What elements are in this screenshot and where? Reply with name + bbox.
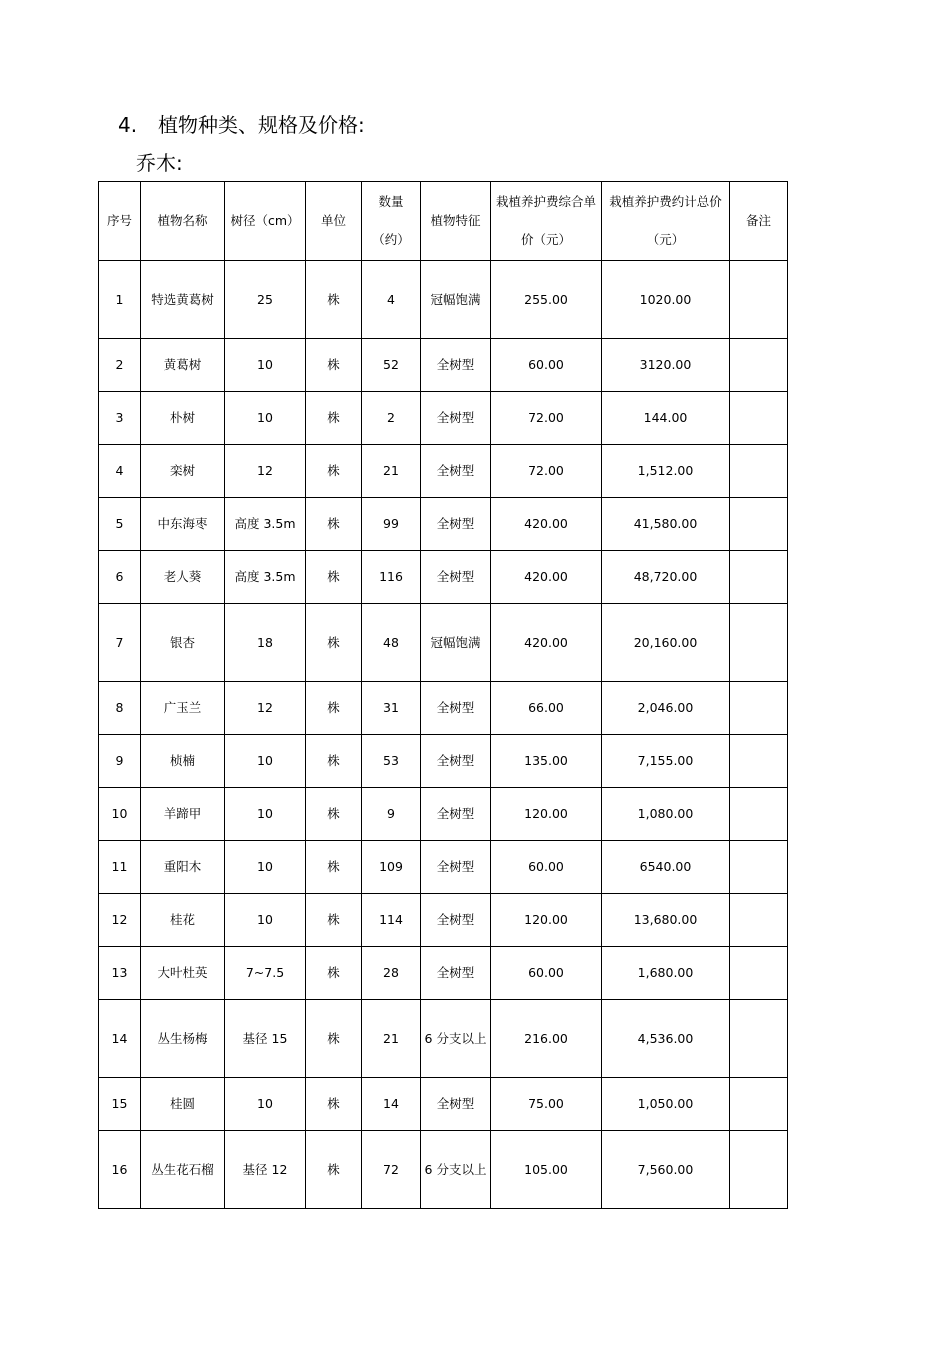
header-diameter: 树径（cm） — [225, 182, 306, 261]
section-heading — [118, 112, 365, 138]
cell-quantity: 99 — [362, 498, 421, 551]
table-row — [99, 947, 788, 1000]
cell-unit: 株 — [306, 1131, 362, 1209]
cell-remark — [730, 947, 788, 1000]
cell-total-price: 1,050.00 — [602, 1078, 730, 1131]
cell-unit-price: 60.00 — [491, 841, 602, 894]
cell-unit-price: 120.00 — [491, 894, 602, 947]
cell-unit: 株 — [306, 788, 362, 841]
cell-name: 重阳木 — [141, 841, 225, 894]
header-name: 植物名称 — [141, 182, 225, 261]
cell-name: 广玉兰 — [141, 682, 225, 735]
cell-diameter: 10 — [225, 735, 306, 788]
cell-total-price: 1020.00 — [602, 261, 730, 339]
cell-feature: 冠幅饱满 — [421, 261, 491, 339]
cell-diameter: 高度 3.5m — [225, 498, 306, 551]
cell-name: 特选黄葛树 — [141, 261, 225, 339]
cell-diameter: 10 — [225, 392, 306, 445]
cell-unit: 株 — [306, 1000, 362, 1078]
cell-name: 桂花 — [141, 894, 225, 947]
cell-feature: 全树型 — [421, 551, 491, 604]
cell-seq: 11 — [99, 841, 141, 894]
cell-unit-price: 66.00 — [491, 682, 602, 735]
cell-quantity: 114 — [362, 894, 421, 947]
plant-price-table — [98, 181, 788, 1209]
cell-diameter: 基径 15 — [225, 1000, 306, 1078]
cell-remark — [730, 788, 788, 841]
cell-name: 朴树 — [141, 392, 225, 445]
cell-quantity: 116 — [362, 551, 421, 604]
cell-unit: 株 — [306, 261, 362, 339]
header-feature: 植物特征 — [421, 182, 491, 261]
cell-seq: 1 — [99, 261, 141, 339]
header-quantity: 数量（约） — [362, 182, 421, 261]
cell-feature: 6 分支以上 — [421, 1131, 491, 1209]
cell-quantity: 21 — [362, 1000, 421, 1078]
cell-total-price: 1,080.00 — [602, 788, 730, 841]
cell-unit-price: 135.00 — [491, 735, 602, 788]
table-row — [99, 788, 788, 841]
cell-remark — [730, 1000, 788, 1078]
cell-remark — [730, 682, 788, 735]
cell-quantity: 31 — [362, 682, 421, 735]
table-body — [99, 261, 788, 1209]
cell-unit-price: 120.00 — [491, 788, 602, 841]
cell-remark — [730, 604, 788, 682]
cell-feature: 全树型 — [421, 339, 491, 392]
cell-feature: 全树型 — [421, 392, 491, 445]
cell-remark — [730, 735, 788, 788]
header-unit: 单位 — [306, 182, 362, 261]
table-row — [99, 261, 788, 339]
cell-quantity: 14 — [362, 1078, 421, 1131]
cell-name: 丛生花石榴 — [141, 1131, 225, 1209]
cell-quantity: 9 — [362, 788, 421, 841]
cell-diameter: 12 — [225, 682, 306, 735]
table-row — [99, 551, 788, 604]
cell-quantity: 52 — [362, 339, 421, 392]
cell-total-price: 6540.00 — [602, 841, 730, 894]
cell-total-price: 20,160.00 — [602, 604, 730, 682]
header-total-price: 栽植养护费约计总价（元） — [602, 182, 730, 261]
cell-feature: 冠幅饱满 — [421, 604, 491, 682]
cell-diameter: 12 — [225, 445, 306, 498]
cell-feature: 全树型 — [421, 947, 491, 1000]
cell-quantity: 28 — [362, 947, 421, 1000]
cell-feature: 全树型 — [421, 682, 491, 735]
cell-unit-price: 420.00 — [491, 498, 602, 551]
cell-name: 桂圆 — [141, 1078, 225, 1131]
cell-quantity: 21 — [362, 445, 421, 498]
cell-unit-price: 255.00 — [491, 261, 602, 339]
cell-unit-price: 60.00 — [491, 339, 602, 392]
cell-unit-price: 60.00 — [491, 947, 602, 1000]
cell-feature: 全树型 — [421, 841, 491, 894]
cell-remark — [730, 392, 788, 445]
table-row — [99, 604, 788, 682]
cell-remark — [730, 261, 788, 339]
cell-unit: 株 — [306, 841, 362, 894]
cell-name: 中东海枣 — [141, 498, 225, 551]
cell-seq: 15 — [99, 1078, 141, 1131]
cell-total-price: 13,680.00 — [602, 894, 730, 947]
cell-quantity: 48 — [362, 604, 421, 682]
cell-seq: 14 — [99, 1000, 141, 1078]
cell-seq: 3 — [99, 392, 141, 445]
cell-name: 羊蹄甲 — [141, 788, 225, 841]
cell-remark — [730, 841, 788, 894]
cell-feature: 全树型 — [421, 788, 491, 841]
cell-name: 桢楠 — [141, 735, 225, 788]
cell-unit: 株 — [306, 735, 362, 788]
cell-unit-price: 216.00 — [491, 1000, 602, 1078]
section-subtitle: 乔木: — [136, 151, 183, 175]
cell-unit: 株 — [306, 551, 362, 604]
cell-unit-price: 105.00 — [491, 1131, 602, 1209]
cell-diameter: 18 — [225, 604, 306, 682]
cell-remark — [730, 445, 788, 498]
cell-diameter: 10 — [225, 1078, 306, 1131]
cell-remark — [730, 551, 788, 604]
section-title: 植物种类、规格及价格: — [158, 113, 365, 137]
table-row — [99, 1131, 788, 1209]
cell-unit: 株 — [306, 682, 362, 735]
cell-remark — [730, 894, 788, 947]
cell-feature: 全树型 — [421, 1078, 491, 1131]
cell-seq: 6 — [99, 551, 141, 604]
section-number: 4. — [118, 113, 138, 137]
cell-diameter: 7~7.5 — [225, 947, 306, 1000]
table-row — [99, 682, 788, 735]
cell-diameter: 基径 12 — [225, 1131, 306, 1209]
header-unit-price: 栽植养护费综合单价（元） — [491, 182, 602, 261]
table-header-row — [99, 182, 788, 261]
cell-name: 大叶杜英 — [141, 947, 225, 1000]
cell-unit: 株 — [306, 894, 362, 947]
cell-total-price: 4,536.00 — [602, 1000, 730, 1078]
table-row — [99, 1078, 788, 1131]
cell-unit: 株 — [306, 445, 362, 498]
cell-diameter: 25 — [225, 261, 306, 339]
cell-unit-price: 75.00 — [491, 1078, 602, 1131]
cell-seq: 2 — [99, 339, 141, 392]
cell-diameter: 10 — [225, 894, 306, 947]
cell-seq: 12 — [99, 894, 141, 947]
cell-name: 银杏 — [141, 604, 225, 682]
cell-seq: 7 — [99, 604, 141, 682]
cell-unit: 株 — [306, 392, 362, 445]
cell-unit: 株 — [306, 1078, 362, 1131]
cell-unit-price: 420.00 — [491, 604, 602, 682]
cell-diameter: 10 — [225, 788, 306, 841]
table-row — [99, 339, 788, 392]
cell-unit-price: 420.00 — [491, 551, 602, 604]
table-row — [99, 1000, 788, 1078]
header-remark: 备注 — [730, 182, 788, 261]
cell-name: 黄葛树 — [141, 339, 225, 392]
cell-feature: 全树型 — [421, 735, 491, 788]
cell-unit-price: 72.00 — [491, 445, 602, 498]
cell-seq: 10 — [99, 788, 141, 841]
cell-total-price: 7,155.00 — [602, 735, 730, 788]
cell-unit: 株 — [306, 947, 362, 1000]
table-row — [99, 498, 788, 551]
cell-feature: 全树型 — [421, 894, 491, 947]
cell-total-price: 144.00 — [602, 392, 730, 445]
cell-feature: 6 分支以上 — [421, 1000, 491, 1078]
cell-seq: 5 — [99, 498, 141, 551]
cell-seq: 8 — [99, 682, 141, 735]
table-row — [99, 445, 788, 498]
cell-seq: 9 — [99, 735, 141, 788]
cell-remark — [730, 498, 788, 551]
cell-remark — [730, 1131, 788, 1209]
cell-unit-price: 72.00 — [491, 392, 602, 445]
table-row — [99, 841, 788, 894]
cell-quantity: 109 — [362, 841, 421, 894]
cell-total-price: 41,580.00 — [602, 498, 730, 551]
table-row — [99, 392, 788, 445]
cell-quantity: 53 — [362, 735, 421, 788]
cell-unit: 株 — [306, 498, 362, 551]
cell-total-price: 3120.00 — [602, 339, 730, 392]
cell-feature: 全树型 — [421, 498, 491, 551]
cell-diameter: 10 — [225, 841, 306, 894]
cell-seq: 13 — [99, 947, 141, 1000]
cell-seq: 16 — [99, 1131, 141, 1209]
table-row — [99, 735, 788, 788]
cell-quantity: 72 — [362, 1131, 421, 1209]
cell-name: 栾树 — [141, 445, 225, 498]
table-row — [99, 894, 788, 947]
cell-seq: 4 — [99, 445, 141, 498]
cell-remark — [730, 1078, 788, 1131]
header-seq: 序号 — [99, 182, 141, 261]
cell-total-price: 1,680.00 — [602, 947, 730, 1000]
cell-remark — [730, 339, 788, 392]
cell-total-price: 1,512.00 — [602, 445, 730, 498]
cell-total-price: 48,720.00 — [602, 551, 730, 604]
cell-quantity: 4 — [362, 261, 421, 339]
cell-unit: 株 — [306, 339, 362, 392]
cell-name: 丛生杨梅 — [141, 1000, 225, 1078]
cell-quantity: 2 — [362, 392, 421, 445]
cell-total-price: 7,560.00 — [602, 1131, 730, 1209]
cell-name: 老人葵 — [141, 551, 225, 604]
cell-unit: 株 — [306, 604, 362, 682]
cell-total-price: 2,046.00 — [602, 682, 730, 735]
cell-feature: 全树型 — [421, 445, 491, 498]
cell-diameter: 高度 3.5m — [225, 551, 306, 604]
cell-diameter: 10 — [225, 339, 306, 392]
